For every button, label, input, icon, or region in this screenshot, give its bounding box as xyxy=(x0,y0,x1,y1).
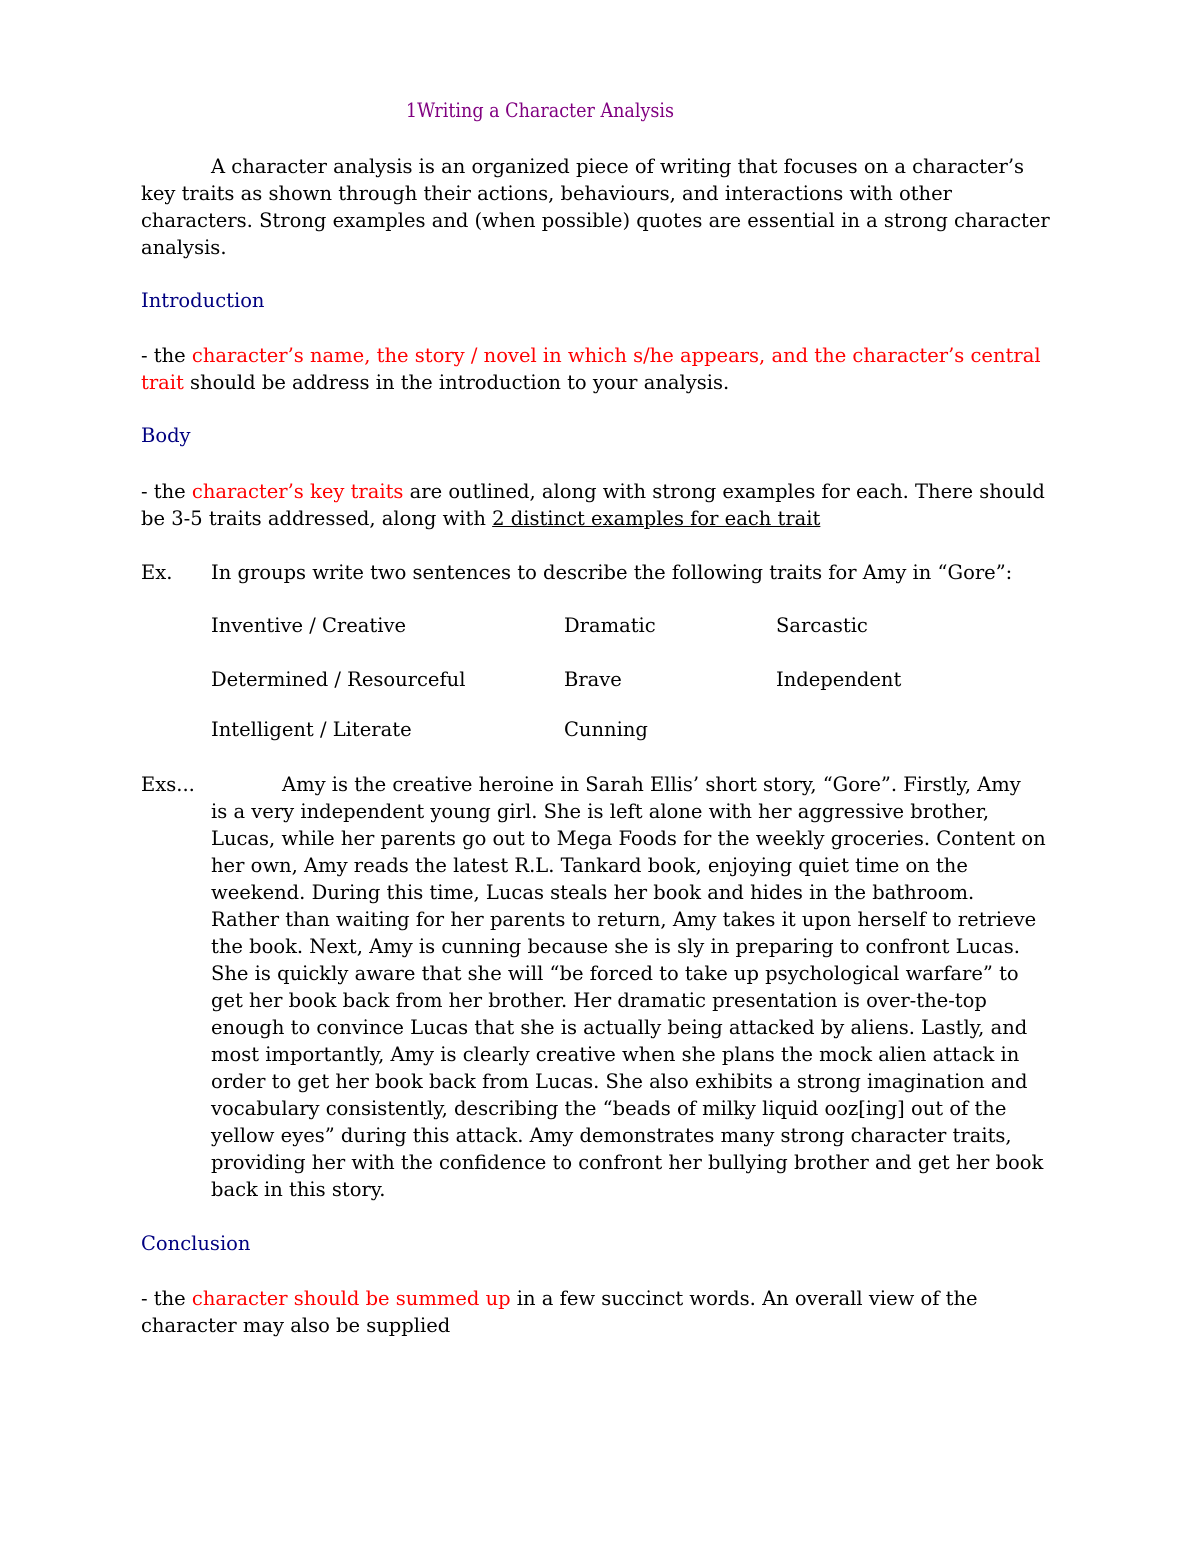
conclusion-line: character may also be supplied xyxy=(141,1314,451,1337)
example-line: She is quickly aware that she will “be forced to take up psychological warfare” to xyxy=(211,962,1019,985)
conclusion-line xyxy=(141,1287,978,1310)
example-line: back in this story. xyxy=(211,1178,386,1201)
trait-item: Determined / Resourceful xyxy=(211,668,466,691)
introduction-heading: Introduction xyxy=(141,289,265,312)
example-line: enough to convince Lucas that she is actually being attacked by aliens. Lastly, and xyxy=(211,1016,1028,1039)
example-line: Lucas, while her parents go out to Mega Foods for the weekly groceries. Content on xyxy=(211,827,1046,850)
trait-item: Independent xyxy=(776,668,902,691)
intro-line: key traits as shown through their actions, behaviours, and interactions with other xyxy=(141,182,952,205)
intro-line: A character analysis is an organized piece of writing that focuses on a character’s xyxy=(211,155,1025,178)
introduction-text: - the xyxy=(141,344,192,367)
trait-item: Cunning xyxy=(564,718,648,741)
trait-item: Brave xyxy=(564,668,622,691)
conclusion-text: - the xyxy=(141,1287,192,1310)
introduction-highlight: trait xyxy=(141,371,184,394)
conclusion-highlight: character should be summed up xyxy=(191,1287,511,1310)
example-label: Exs... xyxy=(141,773,195,796)
conclusion-heading: Conclusion xyxy=(141,1232,251,1255)
body-underlined: 2 distinct examples for each trait xyxy=(492,507,821,530)
example-line: Amy is the creative heroine in Sarah Ellis’ short story, “Gore”. Firstly, Amy xyxy=(282,773,1021,796)
introduction-line xyxy=(141,371,729,394)
example-line: most importantly, Amy is clearly creative when she plans the mock alien attack in xyxy=(211,1043,1020,1066)
trait-item: Inventive / Creative xyxy=(211,614,407,637)
body-heading: Body xyxy=(141,424,191,447)
example-line: yellow eyes” during this attack. Amy demonstrates many strong character traits, xyxy=(211,1124,1012,1147)
body-line xyxy=(141,507,820,530)
example-line: order to get her book back from Lucas. She also exhibits a strong imagination and xyxy=(211,1070,1028,1093)
body-line xyxy=(141,480,1045,503)
example-line: get her book back from her brother. Her dramatic presentation is over-the-top xyxy=(211,989,987,1012)
example-line: Rather than waiting for her parents to return, Amy takes it upon herself to retrieve xyxy=(211,908,1037,931)
introduction-text: should be address in the introduction to your analysis. xyxy=(183,371,730,394)
introduction-line xyxy=(141,344,1041,367)
body-text: be 3-5 traits addressed, along with xyxy=(141,507,493,530)
conclusion-text: in a few succinct words. An overall view of the xyxy=(510,1287,978,1310)
body-text: are outlined, along with strong examples for each. There should xyxy=(403,480,1045,503)
page-title: 1Writing a Character Analysis xyxy=(405,99,675,122)
example-line: vocabulary consistently, describing the “beads of milky liquid ooz[ing] out of the xyxy=(211,1097,1007,1120)
intro-line: characters. Strong examples and (when possible) quotes are essential in a strong character xyxy=(141,209,1050,232)
example-line: the book. Next, Amy is cunning because she is sly in preparing to confront Lucas. xyxy=(211,935,1020,958)
exercise-instruction: In groups write two sentences to describe the following traits for Amy in “Gore”: xyxy=(211,561,1013,584)
trait-item: Sarcastic xyxy=(776,614,868,637)
body-text: - the xyxy=(141,480,192,503)
body-highlight: character’s key traits xyxy=(191,480,404,503)
introduction-highlight: character’s name, the story / novel in which s/he appears, and the character’s central xyxy=(191,344,1041,367)
example-line: is a very independent young girl. She is left alone with her aggressive brother, xyxy=(211,800,990,823)
intro-line: analysis. xyxy=(141,236,227,259)
example-line: providing her with the confidence to confront her bullying brother and get her book xyxy=(211,1151,1044,1174)
exercise-label: Ex. xyxy=(141,561,173,584)
trait-item: Dramatic xyxy=(564,614,656,637)
example-line: her own, Amy reads the latest R.L. Tankard book, enjoying quiet time on the xyxy=(211,854,968,877)
example-line: weekend. During this time, Lucas steals her book and hides in the bathroom. xyxy=(211,881,975,904)
trait-item: Intelligent / Literate xyxy=(211,718,412,741)
